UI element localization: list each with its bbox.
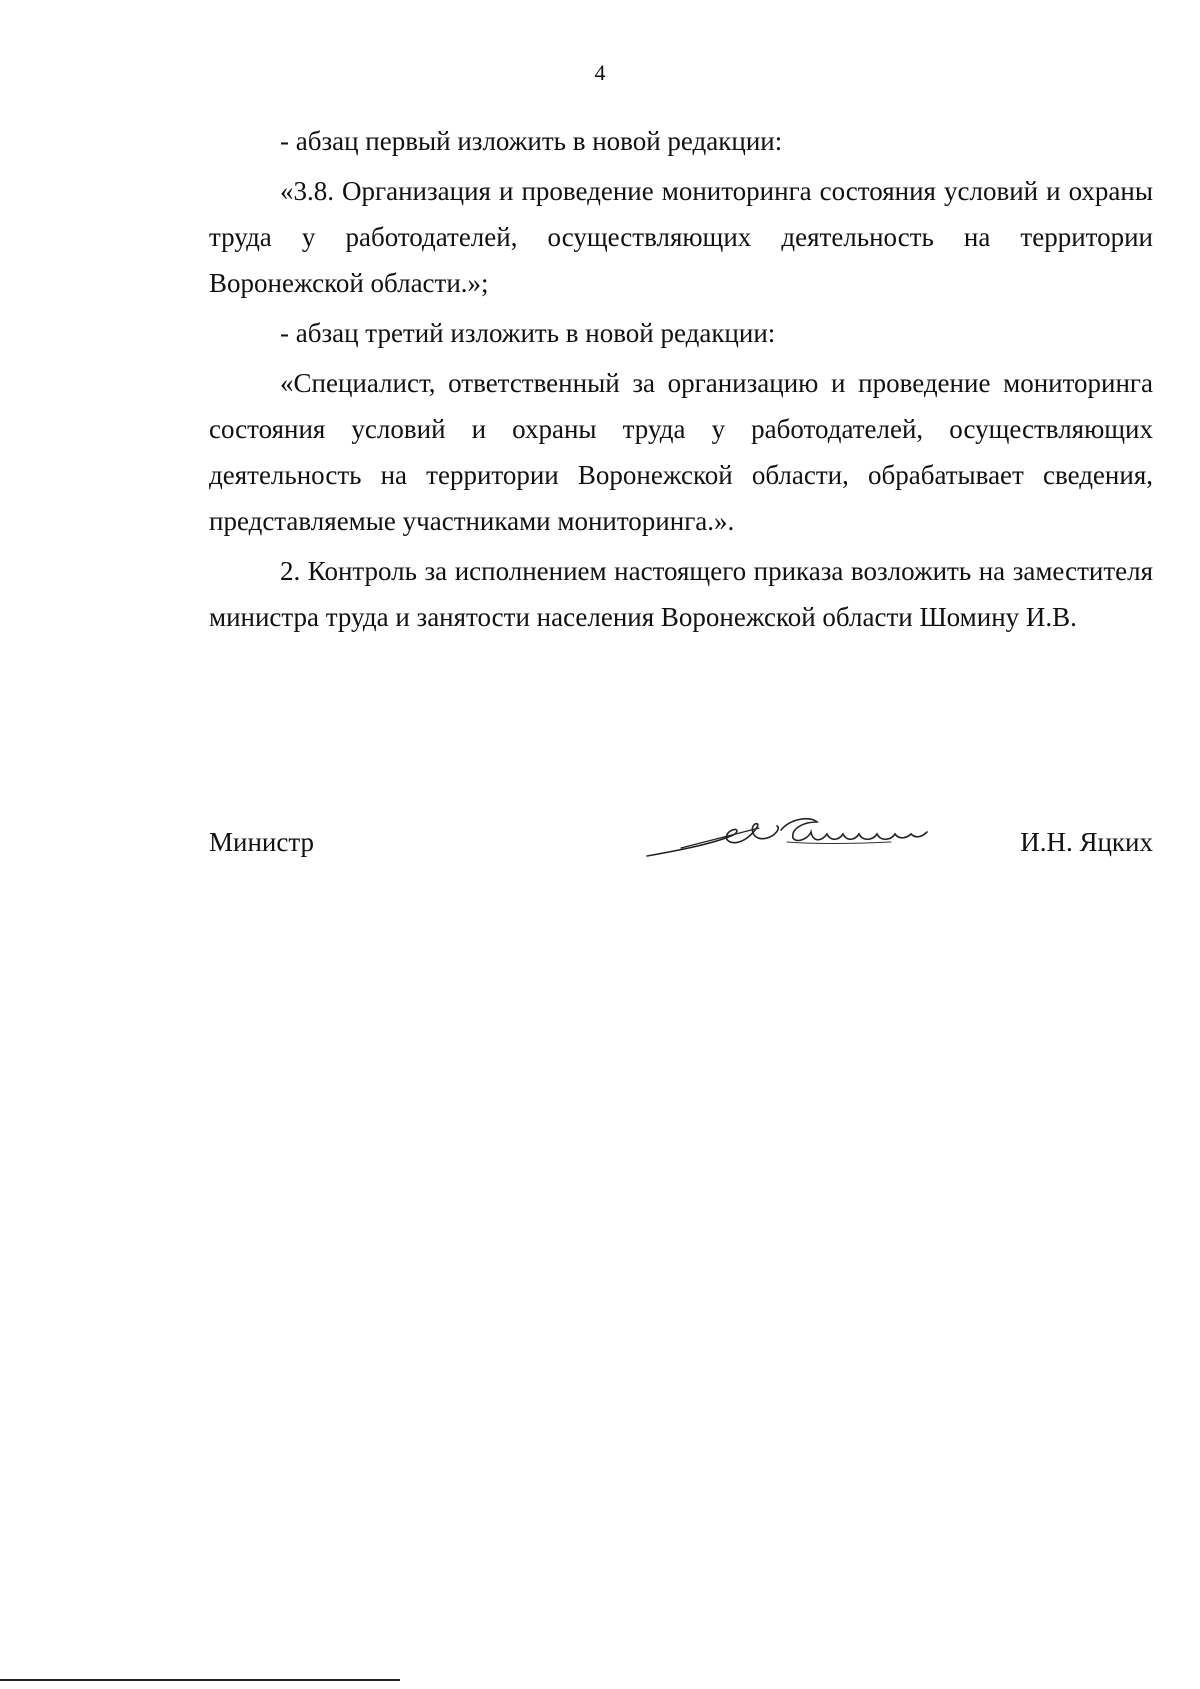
paragraph-control: 2. Контроль за исполнением настоящего приказа возложить на заместителя министра труда и занятости населения Воронежской области Шомину И.В. (209, 556, 1153, 632)
signer-name: И.Н. Яцких (1020, 827, 1153, 857)
paragraph-third-amendment-note: - абзац третий изложить в новой редакции: (280, 318, 776, 348)
page-number: 4 (594, 60, 606, 85)
signer-title: Министр (209, 827, 314, 857)
signature-block (209, 822, 1153, 882)
paragraph-clause-3-8: «3.8. Организация и проведение мониторинга состояния условий и охраны труда у работодателей, осуществляющих деятельность на территории Воронежской области.»; (209, 176, 1153, 298)
document-body (209, 118, 1153, 644)
paragraph-specialist: «Специалист, ответственный за организацию и проведение мониторинга состояния условий и охраны труда у работодателей, осуществляющих деятельность на территории Воронежской области, обрабатывает сведения, представляемые участниками мониторинга.». (209, 368, 1153, 536)
handwritten-signature (641, 808, 951, 868)
bottom-rule (0, 1679, 400, 1681)
paragraph-first-amendment-note: - абзац первый изложить в новой редакции: (280, 126, 783, 156)
